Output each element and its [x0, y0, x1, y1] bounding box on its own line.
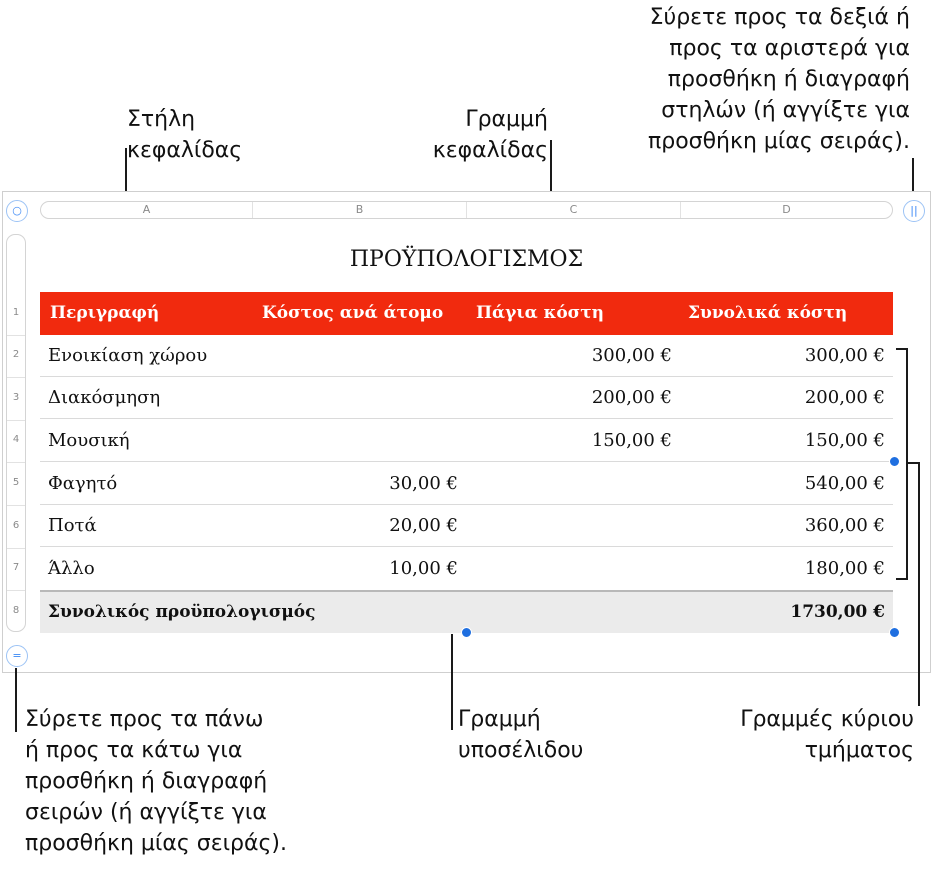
- column-letter-b[interactable]: B: [253, 202, 467, 218]
- callout-add-columns-line3: προσθήκη ή διαγραφή: [667, 67, 910, 92]
- header-cell-total-costs[interactable]: Συνολικά κόστη: [688, 303, 848, 323]
- column-reference-bar[interactable]: [40, 201, 893, 219]
- cell-description[interactable]: Διακόσμηση: [48, 387, 161, 408]
- callout-body-rows: [660, 704, 914, 766]
- row-number-7[interactable]: 7: [12, 562, 20, 573]
- column-count-handle[interactable]: [903, 200, 925, 222]
- callout-add-rows: [25, 704, 287, 859]
- column-letter-a[interactable]: A: [41, 202, 253, 218]
- callout-body-rows-line1: Γραμμές κύριου: [740, 707, 914, 732]
- cell-total-cost[interactable]: 300,00 €: [804, 345, 885, 366]
- row-separator: [40, 418, 893, 419]
- bracket-body-rows-bottom: [896, 578, 908, 580]
- header-cell-cost-per-person[interactable]: Κόστος ανά άτομο: [262, 303, 444, 323]
- row-count-handle[interactable]: [6, 645, 28, 667]
- cell-total-cost[interactable]: 360,00 €: [804, 515, 885, 536]
- callout-footer-row-line1: Γραμμή: [458, 707, 541, 732]
- table-row[interactable]: [40, 420, 893, 462]
- cell-total-cost[interactable]: 150,00 €: [804, 430, 885, 451]
- cell-fixed-cost[interactable]: 150,00 €: [591, 430, 672, 451]
- callout-header-column-line2: κεφαλίδας: [127, 138, 243, 163]
- row-number-2[interactable]: 2: [12, 349, 20, 360]
- column-letter-c[interactable]: C: [467, 202, 681, 218]
- row-number-8[interactable]: 8: [12, 605, 20, 616]
- row-separator: [40, 461, 893, 462]
- callout-header-column-line1: Στήλη: [127, 107, 196, 132]
- cell-total-cost[interactable]: 540,00 €: [804, 473, 885, 494]
- callout-add-columns-line1: Σύρετε προς τα δεξιά ή: [649, 5, 910, 30]
- callout-header-column: [127, 104, 242, 166]
- callout-add-columns-line4: στηλών (ή αγγίξτε για: [661, 98, 910, 123]
- leader-line-footer-row: [451, 634, 453, 730]
- table-row[interactable]: [40, 505, 893, 547]
- leader-line-add-rows: [15, 668, 17, 732]
- row-divider: [7, 590, 25, 591]
- callout-body-rows-line2: τμήματος: [804, 738, 914, 763]
- row-reference-bar[interactable]: [6, 234, 26, 632]
- cell-description[interactable]: Μουσική: [48, 430, 130, 451]
- cell-cost-per-person[interactable]: 10,00 €: [389, 558, 458, 579]
- row-number-4[interactable]: 4: [12, 434, 20, 445]
- row-divider: [7, 377, 25, 378]
- row-number-6[interactable]: 6: [12, 520, 20, 531]
- row-number-3[interactable]: 3: [12, 392, 20, 403]
- callout-add-rows-line3: προσθήκη ή διαγραφή: [25, 769, 268, 794]
- row-number-1[interactable]: 1: [12, 307, 20, 318]
- header-cell-fixed-costs[interactable]: Πάγια κόστη: [476, 303, 604, 323]
- callout-add-columns-line2: προς τα αριστερά για: [669, 36, 910, 61]
- row-handle-icon: =: [12, 649, 22, 662]
- cell-description[interactable]: Ποτά: [48, 515, 97, 536]
- header-cell-description[interactable]: Περιγραφή: [50, 303, 160, 323]
- table-title[interactable]: ΠΡΟΫΠΟΛΟΓΙΣΜΟΣ: [349, 247, 584, 272]
- table-row[interactable]: [40, 335, 893, 377]
- row-number-5[interactable]: 5: [12, 477, 20, 488]
- callout-header-row: [400, 104, 548, 166]
- callout-header-row-line1: Γραμμή: [465, 107, 548, 132]
- cell-fixed-cost[interactable]: 300,00 €: [591, 345, 672, 366]
- table-row[interactable]: [40, 548, 893, 590]
- resize-handle[interactable]: [889, 456, 900, 467]
- row-divider: [7, 420, 25, 421]
- circle-icon: ○: [12, 204, 22, 217]
- cell-total-cost[interactable]: 200,00 €: [804, 387, 885, 408]
- callout-add-columns-line5: προσθήκη μίας σειράς).: [647, 129, 910, 154]
- cell-description[interactable]: Άλλο: [48, 558, 95, 579]
- cell-fixed-cost[interactable]: 200,00 €: [591, 387, 672, 408]
- row-divider: [7, 548, 25, 549]
- row-separator: [40, 546, 893, 547]
- callout-footer-row-line2: υποσέλιδου: [458, 738, 584, 763]
- table-select-button[interactable]: [6, 200, 28, 222]
- row-divider: [7, 462, 25, 463]
- callout-add-rows-line4: σειρών (ή αγγίξτε για: [25, 800, 267, 825]
- leader-line-body-rows: [918, 462, 920, 706]
- cell-total-cost[interactable]: 180,00 €: [804, 558, 885, 579]
- table-header-row[interactable]: [40, 292, 893, 335]
- callout-add-rows-line5: προσθήκη μίας σειράς).: [25, 831, 288, 856]
- bracket-body-rows: [906, 348, 908, 580]
- resize-handle[interactable]: [889, 627, 900, 638]
- callout-add-columns: [560, 2, 910, 157]
- callout-add-rows-line2: ή προς τα κάτω για: [25, 738, 243, 763]
- column-handle-icon: ||: [910, 204, 918, 217]
- row-divider: [7, 335, 25, 336]
- callout-header-row-line2: κεφαλίδας: [432, 138, 548, 163]
- cell-description[interactable]: Φαγητό: [48, 473, 118, 494]
- callout-add-rows-line1: Σύρετε προς τα πάνω: [25, 707, 264, 732]
- cell-cost-per-person[interactable]: 20,00 €: [389, 515, 458, 536]
- table-row[interactable]: [40, 377, 893, 419]
- column-letter-d[interactable]: D: [782, 203, 791, 216]
- cell-description[interactable]: Ενοικίαση χώρου: [48, 345, 208, 366]
- cell-cost-per-person[interactable]: 30,00 €: [389, 473, 458, 494]
- callout-footer-row: [458, 704, 583, 766]
- resize-handle[interactable]: [461, 627, 472, 638]
- table-row[interactable]: [40, 463, 893, 505]
- footer-cell-total[interactable]: 1730,00 €: [790, 602, 885, 622]
- footer-cell-label[interactable]: Συνολικός προϋπολογισμός: [48, 602, 316, 622]
- row-divider: [7, 505, 25, 506]
